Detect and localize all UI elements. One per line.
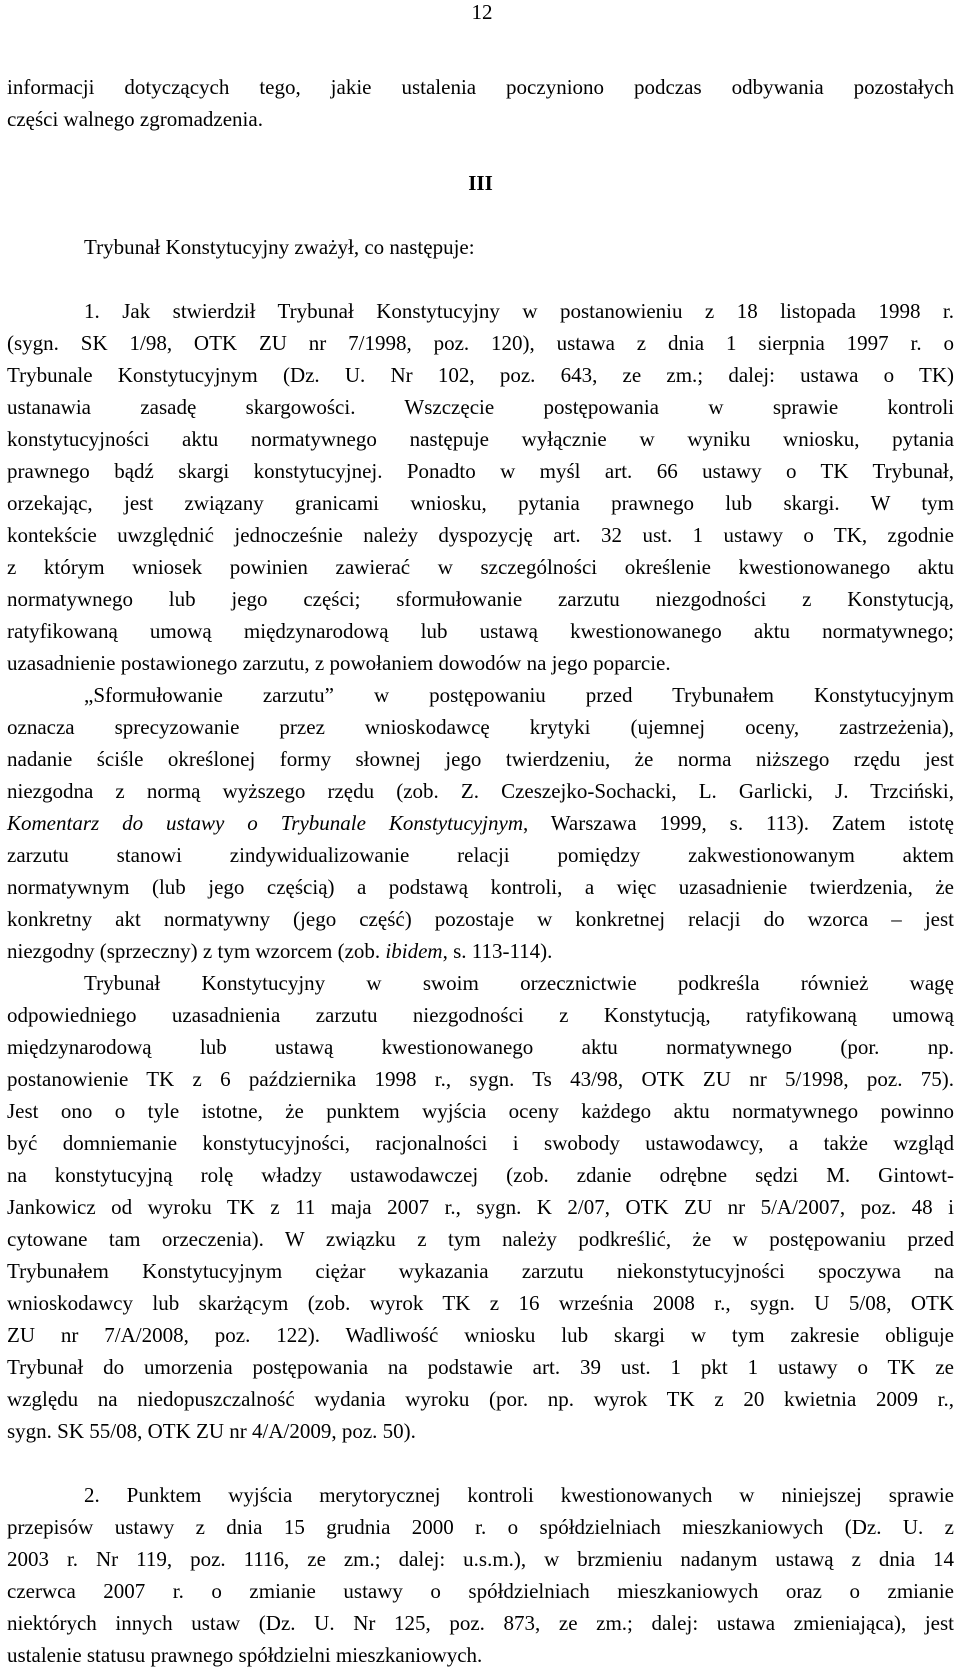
para1-line: konstytucyjności aktu normatywnego następuje wyłącznie w wyniku wniosku, pytania — [7, 427, 954, 451]
citation-start: niezgodny (sprzeczny) z tym wzorcem (zob. — [7, 939, 386, 963]
intro-line: informacji dotyczących tego, jakie ustalenia poczyniono podczas odbywania pozostałych — [7, 75, 954, 99]
para1-line: 1. Jak stwierdził Trybunał Konstytucyjny w postanowieniu z 18 listopada 1998 r. — [84, 299, 954, 323]
para3-line: sygn. SK 55/08, OTK ZU nr 4/A/2009, poz. 50). — [7, 1419, 416, 1443]
para4-line: ustalenie statusu prawnego spółdzielni mieszkaniowych. — [7, 1643, 483, 1667]
citation-rest: , Warszawa 1999, s. 113). Zatem istotę — [522, 811, 954, 835]
intro-line: części walnego zgromadzenia. — [7, 107, 263, 131]
para3-line: wnioskodawcy lub skarżącym (zob. wyrok TK z 16 września 2008 r., sygn. U 5/08, OTK — [7, 1291, 954, 1315]
para3-line: Trybunałem Konstytucyjnym ciężar wykazania zarzutu niekonstytucyjności spoczywa na — [7, 1259, 954, 1283]
para4-line: niektórych innych ustaw (Dz. U. Nr 125, poz. 873, ze zm.; dalej: ustawa zmieniająca), jest — [7, 1611, 954, 1635]
para3-line: Trybunał Konstytucyjny w swoim orzecznictwie podkreśla również wagę — [84, 971, 954, 995]
para4-line: czerwca 2007 r. o zmianie ustawy o spółdzielniach mieszkaniowych oraz o zmianie — [7, 1579, 954, 1603]
document-body — [7, 71, 954, 1671]
para1-line: prawnego bądź skargi konstytucyjnej. Ponadto w myśl art. 66 ustawy o TK Trybunał, — [7, 459, 954, 483]
para1-line: uzasadnienie postawionego zarzutu, z powołaniem dowodów na jego poparcie. — [7, 651, 671, 675]
page-number: 12 — [471, 0, 493, 24]
para3-line: względu na niedopuszczalność wydania wyroku (por. np. wyrok TK z 20 kwietnia 2009 r., — [7, 1387, 954, 1411]
para3-line: być domniemanie konstytucyjności, racjonalności i swobody ustawodawcy, a także wzgląd — [7, 1131, 954, 1155]
para4-line: 2. Punktem wyjścia merytorycznej kontroli kwestionowanych w niniejszej sprawie — [84, 1483, 954, 1507]
para2-line: normatywnym (lub jego częścią) a podstawą kontroli, a więc uzasadnienie twierdzenia, że — [7, 875, 954, 899]
para3-line: Trybunał do umorzenia postępowania na podstawie art. 39 ust. 1 pkt 1 ustawy o TK ze — [7, 1355, 954, 1379]
para1-line: Trybunale Konstytucyjnym (Dz. U. Nr 102, poz. 643, ze zm.; dalej: ustawa o TK) — [7, 363, 954, 387]
section-heading: III — [468, 171, 493, 195]
para1-line: (sygn. SK 1/98, OTK ZU nr 7/1998, poz. 120), ustawa z dnia 1 sierpnia 1997 r. o — [7, 331, 954, 355]
para1-line: ratyfikowaną umową międzynarodową lub ustawą kwestionowanego aktu normatywnego; — [7, 619, 954, 643]
para2-line: zarzutu stanowi zindywidualizowanie relacji pomiędzy zakwestionowanym aktem — [7, 843, 954, 867]
para2-line: niezgodna z normą wyższego rzędu (zob. Z. Czeszejko-Sochacki, L. Garlicki, J. Trzciński, — [7, 779, 954, 803]
para2-line — [7, 807, 954, 839]
para1-line: normatywnego lub jego części; sformułowanie zarzutu niezgodności z Konstytucją, — [7, 587, 954, 611]
para3-line: międzynarodową lub ustawą kwestionowanego aktu normatywnego (por. np. — [7, 1035, 954, 1059]
para3-line: odpowiedniego uzasadnienia zarzutu niezgodności z Konstytucją, ratyfikowaną umową — [7, 1003, 954, 1027]
para3-line: cytowane tam orzeczenia). W związku z tym należy podkreślić, że w postępowaniu przed — [7, 1227, 954, 1251]
para3-line: Jankowicz od wyroku TK z 11 maja 2007 r., sygn. K 2/07, OTK ZU nr 5/A/2007, poz. 48 i — [7, 1195, 954, 1219]
citation-end: , s. 113-114). — [442, 939, 553, 963]
para4-line: przepisów ustawy z dnia 15 grudnia 2000 r. o spółdzielniach mieszkaniowych (Dz. U. z — [7, 1515, 954, 1539]
para2-line — [7, 935, 954, 967]
para3-line: Jest ono o tyle istotne, że punktem wyjścia oceny każdego aktu normatywnego powinno — [7, 1099, 954, 1123]
para2-line: konkretny akt normatywny (jego część) pozostaje w konkretnej relacji do wzorca – jest — [7, 907, 954, 931]
lead-sentence: Trybunał Konstytucyjny zważył, co następuje: — [84, 235, 475, 259]
para1-line: ustanawia zasadę skargowości. Wszczęcie postępowania w sprawie kontroli — [7, 395, 954, 419]
ibidem-italic: ibidem — [385, 939, 443, 963]
para1-line: z którym wniosek powinien zawierać w szczególności określenie kwestionowanego aktu — [7, 555, 954, 579]
para3-line: ZU nr 7/A/2008, poz. 122). Wadliwość wniosku lub skargi w tym zakresie obliguje — [7, 1323, 954, 1347]
para1-line: orzekając, jest związany granicami wniosku, pytania prawnego lub skargi. W tym — [7, 491, 954, 515]
para2-line: nadanie ściśle określonej formy słownej jego twierdzeniu, że norma niższego rzędu jest — [7, 747, 954, 771]
para3-line: na konstytucyjną rolę władzy ustawodawczej (zob. zdanie odrębne sędzi M. Gintowt- — [7, 1163, 954, 1187]
para3-line: postanowienie TK z 6 października 1998 r., sygn. Ts 43/98, OTK ZU nr 5/1998, poz. 75). — [7, 1067, 954, 1091]
cited-book-title: Komentarz do ustawy o Trybunale Konstytucyjnym — [7, 811, 523, 835]
para2-line: „Sformułowanie zarzutu” w postępowaniu przed Trybunałem Konstytucyjnym — [84, 683, 954, 707]
para2-line: oznacza sprecyzowanie przez wnioskodawcę krytyki (ujemnej oceny, zastrzeżenia), — [7, 715, 954, 739]
para4-line: 2003 r. Nr 119, poz. 1116, ze zm.; dalej: u.s.m.), w brzmieniu nadanym ustawą z dnia 14 — [7, 1547, 954, 1571]
para1-line: kontekście uwzględnić jednocześnie należy dyspozycję art. 32 ust. 1 ustawy o TK, zgodnie — [7, 523, 954, 547]
